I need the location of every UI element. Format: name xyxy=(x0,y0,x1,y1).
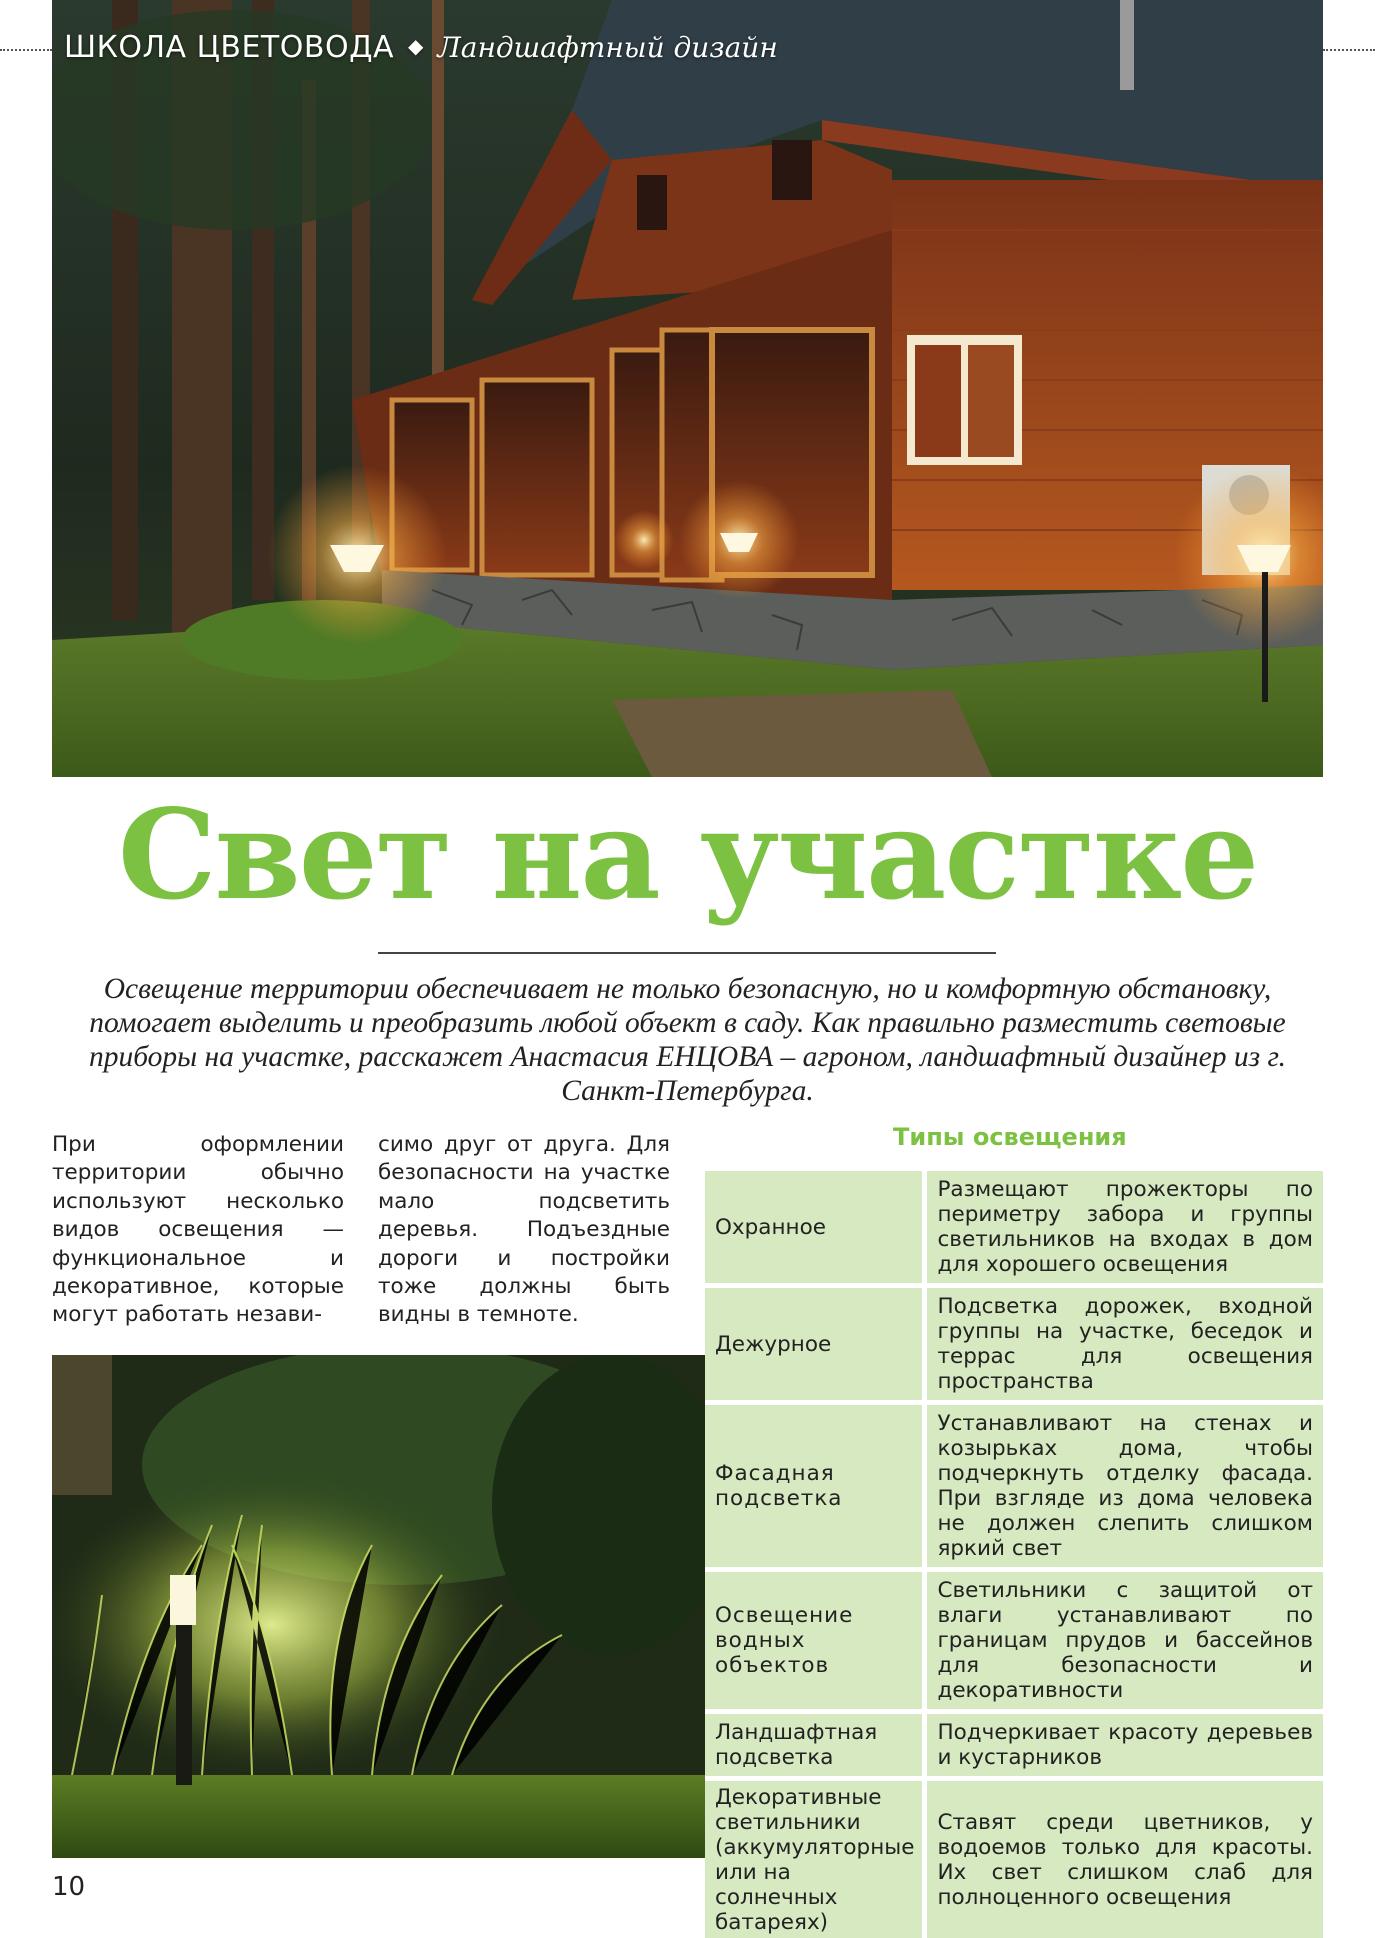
lighting-description: Подчеркивает красоту деревьев и кустарников xyxy=(927,1714,1323,1781)
lighting-description: Светильники с защитой от влаги устанавливают по границам прудов и бассейнов для безопасности и декоративности xyxy=(927,1572,1323,1714)
lighting-type: Декоративные светильники (аккумуляторные или на солнечных батареях) xyxy=(705,1781,927,1938)
table-heading: Типы освещения xyxy=(893,1123,1127,1151)
lighting-type: Дежурное xyxy=(705,1288,927,1405)
table-row xyxy=(705,1714,1323,1781)
garden-lamp-photo xyxy=(52,1355,705,1858)
section-header xyxy=(64,30,778,65)
lighting-type: Фасадная подсветка xyxy=(705,1405,927,1572)
article-lead: Освещение территории обеспечивает не только безопасную, но и комфортную обстановку, помогает выделить и преобразить любой объект в саду. Как правильно разместить световые приборы на участке, расскажет Анастасия ЕНЦОВА – агроном, ландшафтный дизайнер из г. Санкт-Петербурга. xyxy=(88,973,1287,1107)
table-row xyxy=(705,1781,1323,1938)
lighting-types-table xyxy=(705,1171,1323,1938)
lighting-description: Размещают прожекторы по периметру забора и группы светильников на входах в дом для хорошего освещения xyxy=(927,1171,1323,1288)
lighting-description: Подсветка дорожек, входной группы на участке, беседок и террас для освещения пространства xyxy=(927,1288,1323,1405)
lighting-description: Устанавливают на стенах и козырьках дома, чтобы подчеркнуть отделку фасада. При взгляде из дома человека не должен слепить слишком яркий свет xyxy=(927,1405,1323,1572)
lighting-type: Ландшафтная подсветка xyxy=(705,1714,927,1781)
body-column-2: симо друг от друга. Для безопасности на участке мало подсветить деревья. Подъездные дороги и постройки тоже должны быть видны в темноте. xyxy=(378,1132,670,1328)
title-divider xyxy=(378,952,996,954)
lighting-type: Освещение водных объектов xyxy=(705,1572,927,1714)
table-row xyxy=(705,1405,1323,1572)
article-title: Свет на участке xyxy=(117,783,1258,928)
body-column-1: При оформлении территории обычно используют несколько видов освещения — функциональное и декоративное, которые могут работать незави- xyxy=(52,1132,344,1328)
header-dotted-rule-right xyxy=(1323,49,1375,51)
lighting-type: Охранное xyxy=(705,1171,927,1288)
table-row xyxy=(705,1171,1323,1288)
magazine-rubric: ШКОЛА ЦВЕТОВОДА xyxy=(64,30,395,65)
house-photo xyxy=(52,0,1323,777)
page-number: 10 xyxy=(52,1872,86,1902)
lighting-description: Ставят среди цветников, у водоемов только для красоты. Их свет слишком слаб для полноценного освещения xyxy=(927,1781,1323,1938)
diamond-separator-icon: ◆ xyxy=(408,34,424,58)
header-dotted-rule-left xyxy=(0,49,52,51)
section-name: Ландшафтный дизайн xyxy=(437,31,778,64)
table-row xyxy=(705,1288,1323,1405)
table-row xyxy=(705,1572,1323,1714)
